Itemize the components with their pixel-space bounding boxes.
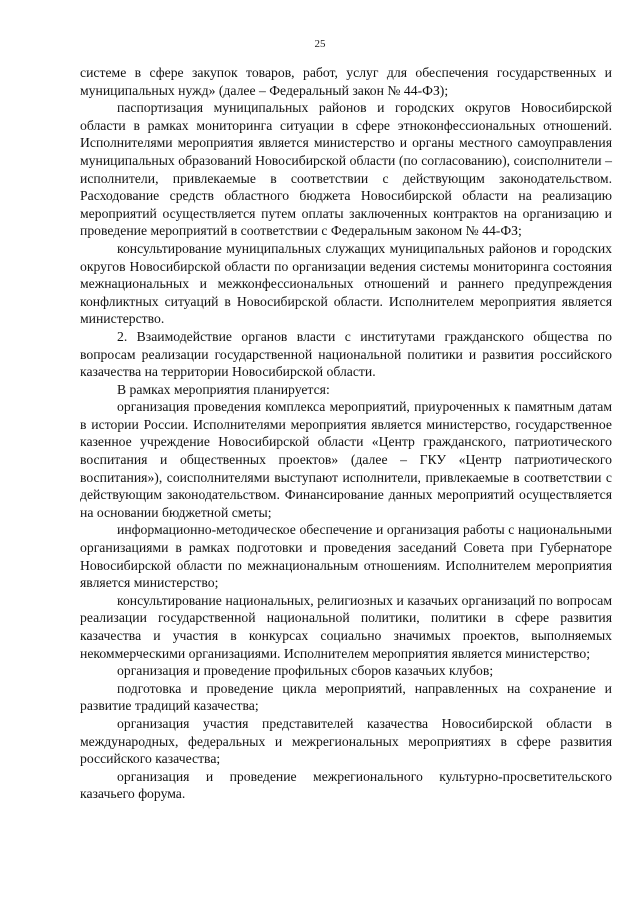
paragraph-11: организация участия представителей казачества Новосибирской области в международных, федеральных и межрегиональных мероприятиях в сфере развития российского казачества; (80, 715, 612, 767)
paragraph-4: 2. Взаимодействие органов власти с институтами гражданского общества по вопросам реализации государственной национальной политики и развития российского казачества на территории Новосибирской области. (80, 328, 612, 380)
paragraph-1: системе в сфере закупок товаров, работ, услуг для обеспечения государственных и муниципальных нужд» (далее – Федеральный закон № 44-ФЗ); (80, 65, 612, 98)
paragraph-7: информационно-методическое обеспечение и организация работы с национальными организациями в рамках подготовки и проведения заседаний Совета при Губернаторе Новосибирской области по межнациональным отношениям. Исполнителем мероприятия является министерство; (80, 522, 612, 591)
paragraph-2: паспортизация муниципальных районов и городских округов Новосибирской области в рамках мониторинга ситуации в сфере этноконфессиональных отношений. Исполнителями мероприятия является министерство и органы местного самоуправления муниципальных образований Новосибирской области (по согласованию), соисполнители – исполнители, привлекаемые в соответствии с действующим законодательством. Расходование средств областного бюджета Новосибирской области на реализацию мероприятий осуществляется путем оплаты заключенных контрактов на организацию и проведение мероприятий в соответствии с Федеральным законом № 44-ФЗ; (80, 100, 612, 239)
page-number: 25 (314, 38, 326, 50)
document-body (80, 64, 612, 803)
paragraph-10: подготовка и проведение цикла мероприятий, направленных на сохранение и развитие традиций казачества; (80, 680, 612, 714)
paragraph-8: консультирование национальных, религиозных и казачьих организаций по вопросам реализации государственной национальной политики, политики в сфере развития казачества и участия в конкурсах социально значимых проектов, выполняемых некоммерческими организациями. Исполнителем мероприятия является министерство; (80, 592, 612, 661)
paragraph-3: консультирование муниципальных служащих муниципальных районов и городских округов Новосибирской области по организации ведения системы мониторинга состояния межнациональных и межконфессиональных отношений и раннего предупреждения конфликтных ситуаций в Новосибирской области. Исполнителем мероприятия является министерство. (80, 240, 612, 327)
paragraph-5: В рамках мероприятия планируется: (117, 381, 330, 397)
paragraph-12: организация и проведение межрегионального культурно-просветительского казачьего форума. (80, 768, 612, 802)
paragraph-9: организация и проведение профильных сборов казачьих клубов; (117, 663, 494, 679)
paragraph-6: организация проведения комплекса мероприятий, приуроченных к памятным датам в истории России. Исполнителями мероприятия является министерство, государственное казенное учреждение Новосибирской области «Центр гражданского, патриотического воспитания и общественных проектов» (далее – ГКУ «Центр патриотического воспитания»), соисполнителями выступают исполнители, привлекаемые в соответствии с действующим законодательством. Финансирование данных мероприятий осуществляется на основании бюджетной сметы; (80, 399, 612, 520)
